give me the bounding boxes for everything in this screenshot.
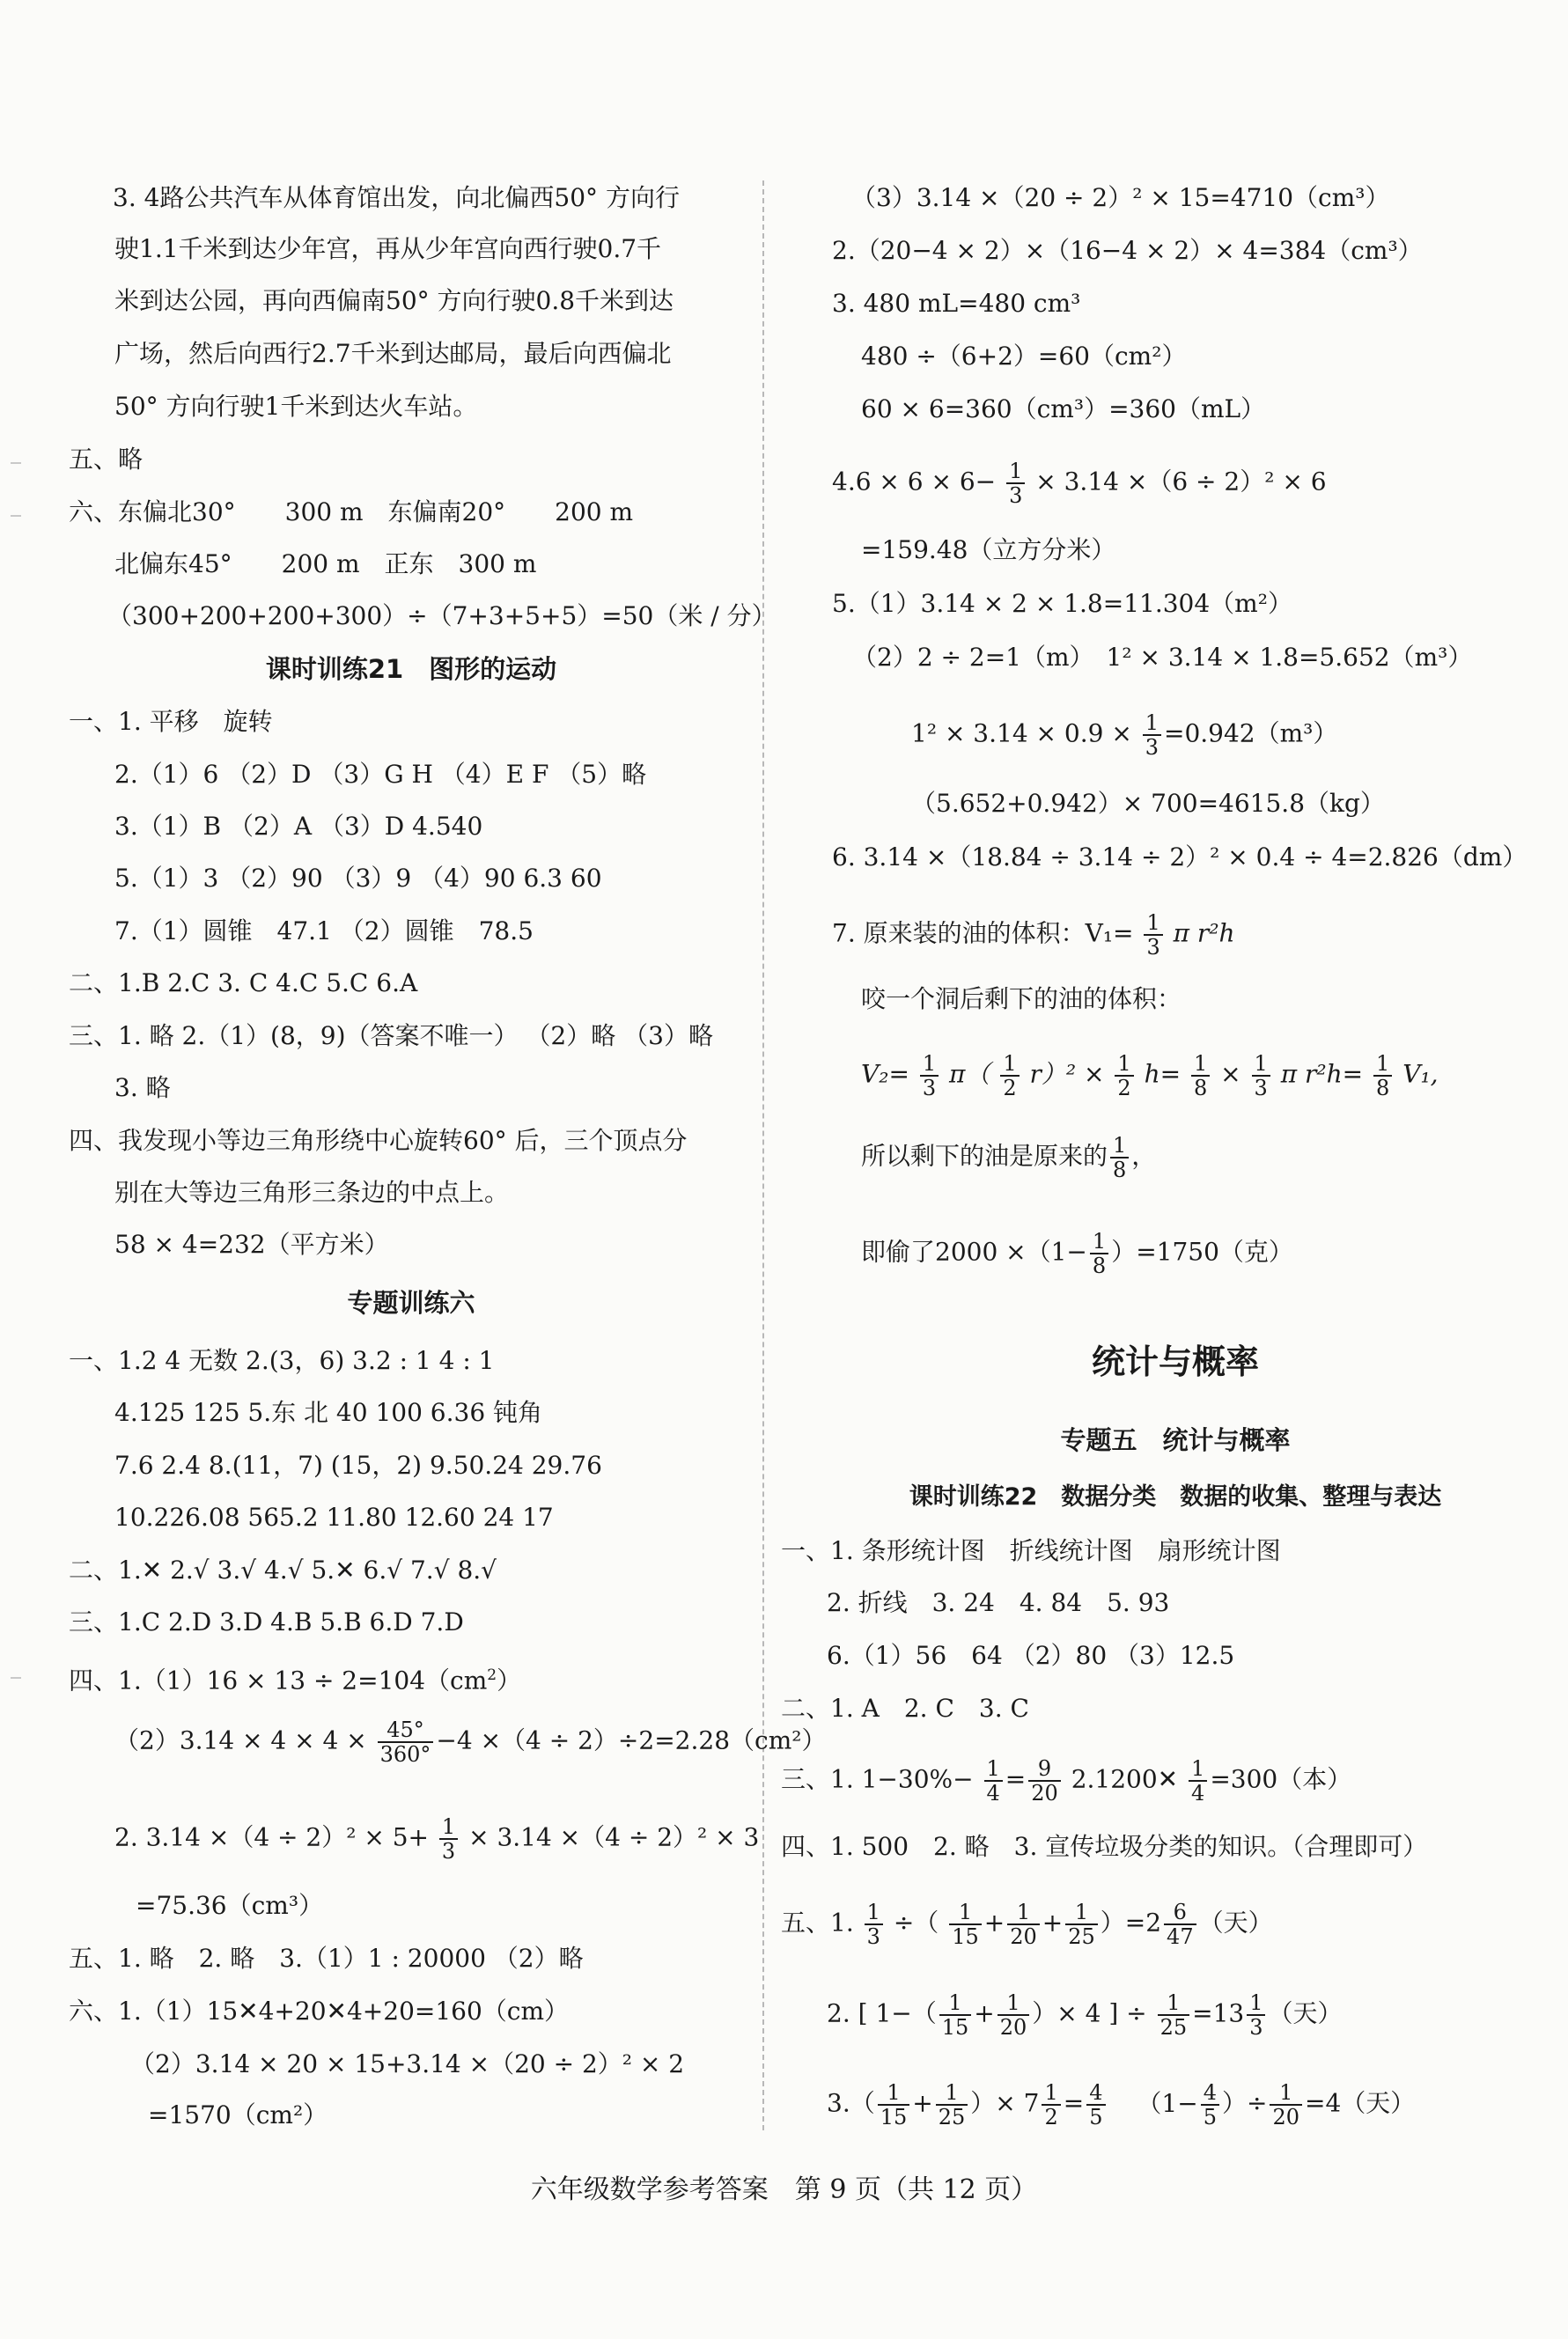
answer-line — [861, 1052, 1439, 1100]
fraction — [1000, 1052, 1019, 1100]
denominator: 5 — [1089, 2105, 1103, 2129]
answer-line — [827, 1991, 1343, 2039]
denominator: 8 — [1113, 1158, 1127, 1182]
answer-line: 5.（1）3.14 × 2 × 1.8=11.304（m²） — [832, 589, 1292, 618]
answer-line: 2.（20−4 × 2）×（16−4 × 2）× 4=384（cm³） — [832, 236, 1423, 265]
fraction — [1191, 1052, 1210, 1100]
fraction — [1270, 2081, 1302, 2129]
numerator: 1 — [920, 1052, 939, 1077]
denominator: 360° — [379, 1742, 431, 1767]
text: × 3.14 ×（4 ÷ 2）² × 3 — [468, 1822, 760, 1852]
denominator: 2 — [1044, 2105, 1058, 2129]
text: V₁, — [1402, 1059, 1439, 1089]
answer-line: 米到达公园，再向西偏南50° 方向行驶0.8千米到达 — [114, 286, 674, 315]
answer-line: 480 ÷（6+2）=60（cm²） — [861, 342, 1187, 371]
fraction — [1028, 1757, 1061, 1805]
numerator: 1 — [1000, 1052, 1019, 1077]
fraction — [865, 1901, 883, 1948]
denominator: 3 — [1145, 735, 1159, 760]
denominator: 15 — [952, 1924, 979, 1949]
numerator: 1 — [865, 1901, 883, 1925]
text: 所以剩下的油是原来的 — [861, 1141, 1108, 1171]
fraction — [949, 1901, 982, 1948]
answer-line: 驶1.1千米到达少年宫，再从少年宫向西行驶0.7千 — [114, 234, 662, 263]
numerator: 4 — [1086, 2081, 1105, 2106]
denominator: 15 — [880, 2105, 908, 2129]
numerator: 6 — [1164, 1901, 1196, 1925]
margin-mark — [11, 515, 21, 517]
fraction — [1373, 1052, 1392, 1100]
answer-line: 6.（1）56 64 （2）80 （3）12.5 — [827, 1641, 1235, 1670]
section-heading: 专题训练六 — [347, 1288, 475, 1318]
answer-line: （2）3.14 × 20 × 15+3.14 ×（20 ÷ 2）² × 2 — [130, 2049, 685, 2078]
numerator: 1 — [1006, 460, 1025, 484]
answer-line: 4.125 125 5.东 北 40 100 6.36 钝角 — [114, 1398, 543, 1427]
answer-line — [827, 2081, 1415, 2129]
denominator: 20 — [1010, 1924, 1037, 1949]
numerator: 1 — [1110, 1134, 1129, 1158]
page-footer: 六年级数学参考答案 第 9 页（共 12 页） — [530, 2174, 1038, 2205]
numerator: 9 — [1028, 1757, 1061, 1782]
fraction — [1006, 460, 1025, 507]
text: 2.1200✕ — [1071, 1764, 1179, 1794]
fraction — [936, 2081, 968, 2129]
answer-line: 58 × 4=232（平方米） — [114, 1230, 389, 1259]
denominator: 3 — [441, 1839, 456, 1864]
section-heading: 课时训练22 数据分类 数据的收集、整理与表达 — [909, 1483, 1442, 1511]
text: + — [983, 1908, 1005, 1938]
denominator: 47 — [1167, 1924, 1194, 1949]
text: ÷（ — [893, 1908, 939, 1938]
answer-line: 一、1. 平移 旋转 — [69, 707, 273, 736]
text: ）=2 — [1100, 1908, 1162, 1938]
denominator: 25 — [1159, 2015, 1188, 2040]
denominator: 20 — [999, 2015, 1027, 2040]
denominator: 20 — [1031, 1781, 1058, 1806]
answer-line: 五、1. 略 2. 略 3.（1）1 : 20000 （2）略 — [69, 1944, 584, 1973]
margin-mark — [11, 1677, 21, 1679]
fraction — [920, 1052, 939, 1100]
text: 3.（ — [827, 2088, 875, 2118]
text: （2）3.14 × 4 × 4 × — [114, 1725, 367, 1755]
answer-line: 三、1. 略 2.（1）(8，9)（答案不唯一） （2）略 （3）略 — [69, 1021, 713, 1050]
text: = — [1005, 1764, 1027, 1794]
denominator: 8 — [1376, 1076, 1390, 1100]
denominator: 4 — [1191, 1781, 1205, 1806]
fraction — [1007, 1901, 1040, 1948]
denominator: 5 — [1203, 2105, 1217, 2129]
answer-line: 四、1. 500 2. 略 3. 宣传垃圾分类的知识。（合理即可） — [781, 1832, 1428, 1861]
denominator: 2 — [1117, 1076, 1131, 1100]
fraction — [1189, 1757, 1207, 1805]
fraction — [1086, 2081, 1105, 2129]
formula: π r²h — [1173, 918, 1235, 948]
answer-line: =1570（cm²） — [148, 2100, 328, 2129]
fraction — [1144, 911, 1162, 959]
answer-line — [114, 1815, 759, 1863]
answer-line: （300+200+200+300）÷（7+3+5+5）=50（米 / 分） — [107, 601, 777, 630]
denominator: 3 — [1254, 1076, 1268, 1100]
fraction — [1110, 1134, 1129, 1181]
text: π（ — [949, 1059, 990, 1089]
numerator: 1 — [1007, 1901, 1040, 1925]
text: 4.6 × 6 × 6− — [832, 467, 997, 496]
denominator: 3 — [1249, 2015, 1263, 2040]
text: = — [1063, 2088, 1085, 2118]
numerator: 45° — [378, 1718, 434, 1743]
answer-line: =75.36（cm³） — [136, 1891, 324, 1920]
answer-line: 北偏东45° 200 m 正东 300 m — [114, 549, 537, 578]
denominator: 3 — [1009, 483, 1023, 508]
text: 7. 原来装的油的体积：V₁= — [832, 918, 1134, 948]
margin-mark — [11, 462, 21, 464]
answer-line: 7.6 2.4 8.(11，7) (15，2) 9.50.24 29.76 — [114, 1451, 602, 1480]
answer-line — [781, 1757, 1351, 1805]
fraction — [1115, 1052, 1133, 1100]
text: ）× 7 — [970, 2088, 1040, 2118]
fraction — [878, 2081, 910, 2129]
text: ）÷ — [1221, 2088, 1268, 2118]
chapter-heading: 统计与概率 — [1091, 1342, 1259, 1381]
numerator: 4 — [1201, 2081, 1219, 2106]
numerator: 1 — [1247, 1991, 1265, 2016]
answer-line: 3. 略 — [114, 1073, 171, 1102]
numerator: 1 — [939, 1991, 972, 2016]
answer-line: 三、1.C 2.D 3.D 4.B 5.B 6.D 7.D — [69, 1607, 464, 1637]
numerator: 1 — [1090, 1230, 1108, 1254]
text: ）× 4 ] ÷ — [1032, 1998, 1147, 2028]
text: × — [1220, 1059, 1241, 1089]
fraction — [1164, 1901, 1196, 1948]
answer-line: 二、1. A 2. C 3. C — [781, 1694, 1029, 1723]
answer-line: 别在大等边三角形三条边的中点上。 — [114, 1178, 510, 1207]
denominator: 3 — [866, 1924, 880, 1949]
column-divider — [762, 180, 764, 2130]
text: r）² × — [1029, 1059, 1105, 1089]
text: 2. 3.14 ×（4 ÷ 2）² × 5+ — [114, 1822, 429, 1852]
numerator: 1 — [984, 1757, 1003, 1782]
answer-line — [114, 1718, 826, 1766]
fraction — [1247, 1991, 1265, 2039]
answer-line: 一、1.2 4 无数 2.(3，6) 3.2 : 1 4 : 1 — [69, 1346, 495, 1375]
text: （天） — [1198, 1908, 1273, 1938]
answer-line: 咬一个洞后剩下的油的体积： — [861, 984, 1182, 1013]
text: 1² × 3.14 × 0.9 × — [911, 718, 1132, 748]
fraction — [984, 1757, 1003, 1805]
text: 2. [ 1−（ — [827, 1998, 937, 2028]
answer-line: 六、东偏北30° 300 m 东偏南20° 200 m — [69, 497, 634, 526]
text: ） — [497, 1666, 522, 1695]
answer-line: 二、1.B 2.C 3. C 4.C 5.C 6.A — [69, 968, 418, 997]
numerator: 1 — [439, 1815, 458, 1840]
text: =300（本） — [1210, 1764, 1352, 1794]
denominator: 8 — [1092, 1254, 1107, 1278]
text: π r²h= — [1280, 1059, 1364, 1089]
denominator: 3 — [1146, 935, 1160, 960]
numerator: 1 — [949, 1901, 982, 1925]
text: （天） — [1268, 1998, 1343, 2028]
text: 三、1. 1−30%− — [781, 1764, 974, 1794]
answer-line — [911, 711, 1337, 759]
text: 即偷了2000 ×（1− — [861, 1237, 1087, 1267]
numerator: 1 — [997, 1991, 1030, 2016]
answer-line: =159.48（立方分米） — [861, 535, 1116, 564]
answer-line — [69, 1658, 521, 1698]
answer-line — [832, 911, 1235, 959]
text: （1− — [1137, 2088, 1198, 2118]
text: −4 ×（4 ÷ 2）÷2=2.28（cm²） — [436, 1725, 827, 1755]
answer-line: （2）2 ÷ 2=1（m） 1² × 3.14 × 1.8=5.652（m³） — [852, 643, 1473, 672]
fraction — [1065, 1901, 1098, 1948]
fraction — [1158, 1991, 1190, 2039]
fraction — [1042, 2081, 1060, 2129]
numerator: 1 — [1065, 1901, 1098, 1925]
fraction — [1201, 2081, 1219, 2129]
text: + — [974, 1998, 995, 2028]
text: ）=1750（克） — [1111, 1237, 1293, 1267]
denominator: 15 — [941, 2015, 969, 2040]
fraction — [1143, 711, 1161, 759]
numerator: 1 — [1270, 2081, 1302, 2106]
answer-line: 广场，然后向西行2.7千米到达邮局，最后向西偏北 — [114, 339, 672, 368]
answer-line: 一、1. 条形统计图 折线统计图 扇形统计图 — [781, 1536, 1281, 1565]
fraction — [1090, 1230, 1108, 1277]
fraction — [997, 1991, 1030, 2039]
text: + — [912, 2088, 933, 2118]
fraction — [439, 1815, 458, 1863]
denominator: 25 — [938, 2105, 966, 2129]
answer-line: 6. 3.14 ×（18.84 ÷ 3.14 ÷ 2）² × 0.4 ÷ 4=2.826（dm） — [832, 842, 1528, 872]
superscript: 2 — [487, 1666, 497, 1684]
answer-line — [861, 1230, 1293, 1277]
section-heading: 课时训练21 图形的运动 — [265, 654, 557, 684]
text: =13 — [1192, 1998, 1245, 2028]
denominator: 20 — [1272, 2105, 1299, 2129]
answer-line: 二、1.✕ 2.√ 3.√ 4.√ 5.✕ 6.√ 7.√ 8.√ — [69, 1556, 497, 1585]
answer-line — [781, 1901, 1273, 1948]
numerator: 1 — [1158, 1991, 1190, 2016]
answer-line: 50° 方向行驶1千米到达火车站。 — [114, 392, 478, 421]
numerator: 1 — [1189, 1757, 1207, 1782]
text: × 3.14 ×（6 ÷ 2）² × 6 — [1035, 467, 1327, 496]
answer-line: 60 × 6=360（cm³）=360（mL） — [861, 394, 1266, 423]
numerator: 1 — [1191, 1052, 1210, 1077]
answer-line: 3. 480 mL=480 cm³ — [832, 289, 1081, 318]
numerator: 1 — [1373, 1052, 1392, 1077]
text: 五、1. — [781, 1908, 854, 1938]
text: ， — [1131, 1141, 1157, 1171]
fraction — [378, 1718, 434, 1766]
answer-line: 3.（1）B （2）A （3）D 4.540 — [114, 812, 483, 841]
denominator: 4 — [986, 1781, 1000, 1806]
denominator: 2 — [1003, 1076, 1017, 1100]
answer-line: 六、1.（1）15✕4+20✕4+20=160（cm） — [69, 1997, 570, 2026]
denominator: 25 — [1068, 1924, 1095, 1949]
fraction — [1252, 1052, 1270, 1100]
section-heading: 专题五 统计与概率 — [1060, 1425, 1291, 1455]
numerator: 1 — [1115, 1052, 1133, 1077]
denominator: 3 — [922, 1076, 937, 1100]
answer-line: 四、我发现小等边三角形绕中心旋转60° 后，三个顶点分 — [69, 1126, 688, 1155]
text: =0.942（m³） — [1163, 718, 1338, 748]
text: =4（天） — [1304, 2088, 1416, 2118]
answer-line: 五、略 — [69, 445, 144, 474]
text: + — [1042, 1908, 1064, 1938]
answer-line — [832, 460, 1327, 507]
answer-line — [861, 1134, 1156, 1181]
answer-line: （3）3.14 ×（20 ÷ 2）² × 15=4710（cm³） — [851, 183, 1390, 212]
text: V₂= — [861, 1059, 909, 1089]
numerator: 1 — [1042, 2081, 1060, 2106]
answer-line: 2.（1）6 （2）D （3）G H （4）E F （5）略 — [114, 760, 647, 789]
numerator: 1 — [1144, 911, 1162, 936]
numerator: 1 — [878, 2081, 910, 2106]
answer-line: 5.（1）3 （2）90 （3）9 （4）90 6.3 60 — [114, 864, 602, 893]
text: 四、1.（1）16 × 13 ÷ 2=104（cm — [69, 1666, 488, 1695]
answer-line: 2. 折线 3. 24 4. 84 5. 93 — [827, 1588, 1170, 1617]
answer-line: 7.（1）圆锥 47.1 （2）圆锥 78.5 — [114, 916, 534, 945]
denominator: 8 — [1193, 1076, 1208, 1100]
numerator: 1 — [1143, 711, 1161, 736]
answer-line: （5.652+0.942）× 700=4615.8（kg） — [911, 789, 1385, 818]
fraction — [939, 1991, 972, 2039]
answer-line: 3. 4路公共汽车从体育馆出发，向北偏西50° 方向行 — [113, 183, 680, 212]
answer-line: 10.226.08 565.2 11.80 12.60 24 17 — [114, 1503, 554, 1532]
numerator: 1 — [936, 2081, 968, 2106]
numerator: 1 — [1252, 1052, 1270, 1077]
text: h= — [1144, 1059, 1182, 1089]
